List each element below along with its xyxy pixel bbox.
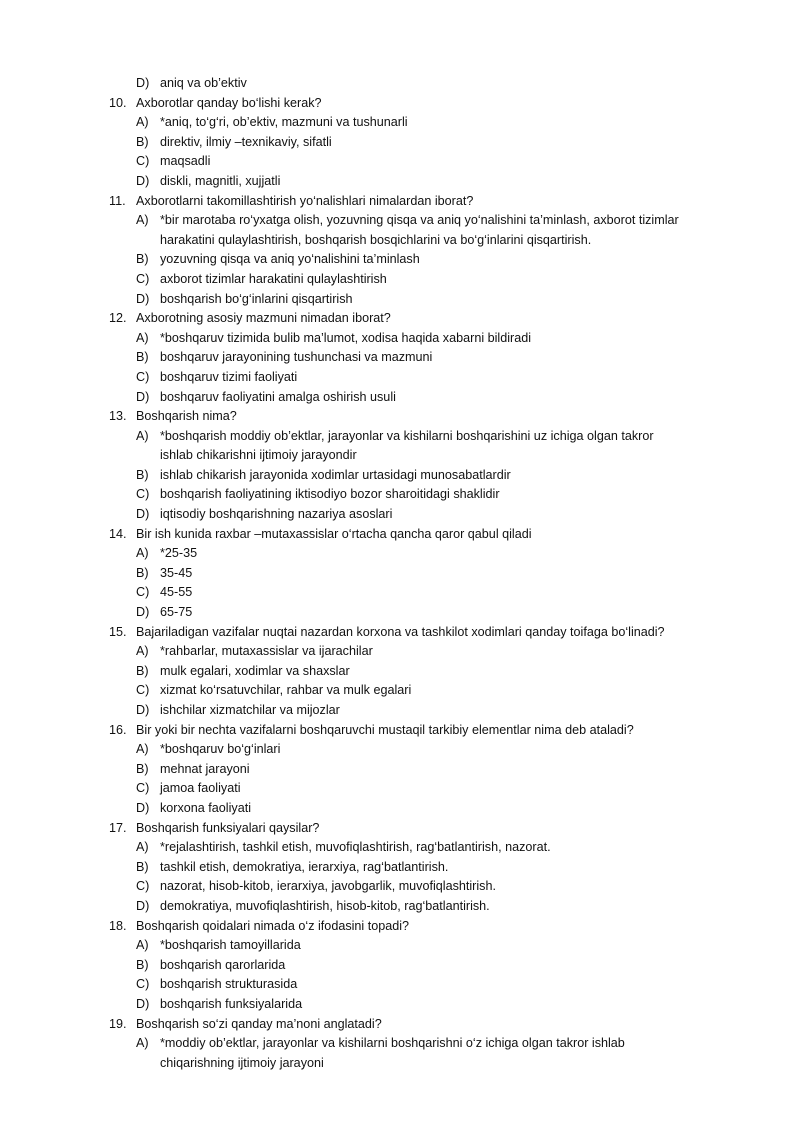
question-number: 12. [109, 311, 127, 326]
answer-option [0, 760, 800, 780]
option-text: ishlab chikarishni ijtimoiy jarayondir [160, 448, 357, 463]
answer-option [0, 133, 800, 153]
question-number: 16. [109, 722, 127, 737]
option-letter: D) [136, 996, 150, 1011]
option-text: boshqaruv jarayonining tushunchasi va mazmuni [160, 350, 433, 365]
answer-option [0, 975, 800, 995]
option-text: *boshqarish tamoyillarida [160, 938, 301, 953]
option-text: ishlab chikarish jarayonida xodimlar urtasidagi munosabatlardir [160, 467, 511, 482]
question-number: 13. [109, 409, 127, 424]
option-letter: B) [136, 134, 149, 149]
option-letter: A) [136, 938, 149, 953]
question-number: 15. [109, 624, 127, 639]
option-letter: C) [136, 271, 150, 286]
question-line [0, 525, 800, 545]
option-text: boshqarish faoliyatining iktisodiyo bozor sharoitidagi shaklidir [160, 487, 500, 502]
option-letter: B) [136, 467, 149, 482]
answer-option [0, 290, 800, 310]
option-text: tashkil etish, demokratiya, ierarxiya, rag‘batlantirish. [160, 859, 449, 874]
option-text: maqsadli [160, 154, 211, 169]
answer-option [0, 897, 800, 917]
option-letter: B) [136, 663, 149, 678]
option-letter: D) [136, 605, 150, 620]
option-text: *boshqaruv bo‘g‘inlari [160, 742, 281, 757]
answer-option [0, 250, 800, 270]
question-number: 14. [109, 526, 127, 541]
option-text: axborot tizimlar harakatini qulaylashtirish [160, 271, 387, 286]
option-letter: B) [136, 957, 149, 972]
option-letter: A) [136, 546, 149, 561]
option-text: *bir marotaba ro‘yxatga olish, yozuvning qisqa va aniq yo‘nalishini ta’minlash, axborot tizimlar [160, 213, 679, 228]
option-letter: D) [136, 173, 150, 188]
option-letter: D) [136, 76, 150, 90]
option-letter: B) [136, 859, 149, 874]
option-letter: C) [136, 683, 150, 698]
option-text: xizmat ko‘rsatuvchilar, rahbar va mulk egalari [160, 683, 412, 698]
option-text: boshqarish strukturasida [160, 977, 298, 992]
answer-option [0, 427, 800, 447]
option-text: *rejalashtirish, tashkil etish, muvofiqlashtirish, rag‘batlantirish, nazorat. [160, 840, 551, 855]
answer-option [0, 329, 800, 349]
option-text: *rahbarlar, mutaxassislar va ijarachilar [160, 644, 373, 659]
option-letter: C) [136, 585, 150, 600]
answer-option [0, 995, 800, 1015]
option-text: boshqaruv faoliyatini amalga oshirish usuli [160, 389, 396, 404]
question-text: Boshqarish so‘zi qanday ma’noni anglatadi? [136, 1016, 382, 1031]
option-continuation [0, 1054, 800, 1074]
answer-option [0, 877, 800, 897]
option-text: diskli, magnitli, xujjatli [160, 173, 281, 188]
option-letter: B) [136, 350, 149, 365]
option-text: nazorat, hisob-kitob, ierarxiya, javobgarlik, muvofiqlashtirish. [160, 879, 496, 894]
question-text: Boshqarish qoidalari nimada o‘z ifodasini topadi? [136, 918, 410, 933]
option-letter: A) [136, 428, 149, 443]
option-letter: D) [136, 703, 150, 717]
option-continuation [0, 446, 800, 466]
answer-option [0, 152, 800, 172]
option-text: boshqaruv tizimi faoliyati [160, 369, 298, 384]
question-line [0, 192, 800, 212]
option-continuation [0, 231, 800, 251]
answer-option [0, 936, 800, 956]
answer-option [0, 388, 800, 408]
question-text: Axborotlar qanday bo‘lishi kerak? [136, 95, 322, 110]
option-text: *boshqarish moddiy ob’ektlar, jarayonlar va kishilarni boshqarishini uz ichiga olgan takror [160, 428, 654, 443]
answer-option [0, 564, 800, 584]
question-line [0, 1015, 800, 1035]
question-number: 19. [109, 1016, 127, 1031]
option-text: direktiv, ilmiy –texnikaviy, sifatli [160, 134, 332, 149]
option-text: *25-35 [160, 546, 198, 561]
question-text: Axborotning asosiy mazmuni nimadan iborat? [136, 311, 391, 326]
answer-option [0, 485, 800, 505]
question-text: Boshqarish nima? [136, 409, 237, 424]
option-letter: D) [136, 507, 150, 522]
answer-option [0, 348, 800, 368]
option-letter: D) [136, 898, 150, 913]
option-text: boshqarish funksiyalarida [160, 996, 303, 1011]
answer-option [0, 1034, 800, 1054]
option-letter: B) [136, 565, 149, 580]
option-letter: A) [136, 330, 149, 345]
option-letter: A) [136, 1036, 149, 1051]
option-text: *moddiy ob’ektlar, jarayonlar va kishilarni boshqarishni o‘z ichiga olgan takror ishlab [160, 1036, 625, 1051]
option-letter: C) [136, 879, 150, 894]
answer-option [0, 172, 800, 192]
answer-option [0, 858, 800, 878]
answer-option [0, 799, 800, 819]
option-letter: B) [136, 761, 149, 776]
option-text: yozuvning qisqa va aniq yo‘nalishini ta’minlash [160, 252, 420, 267]
question-text: Axborotlarni takomillashtirish yo‘nalishlari nimalardan iborat? [136, 193, 474, 208]
question-number: 18. [109, 918, 127, 933]
question-number: 11. [109, 193, 126, 208]
answer-option [0, 211, 800, 231]
option-text: iqtisodiy boshqarishning nazariya asoslari [160, 507, 393, 522]
option-letter: C) [136, 154, 150, 169]
answer-option [0, 544, 800, 564]
option-text: mehnat jarayoni [160, 761, 250, 776]
option-text: 35-45 [160, 565, 193, 580]
option-letter: C) [136, 781, 150, 796]
question-text: Bajariladigan vazifalar nuqtai nazardan korxona va tashkilot xodimlari qanday toifaga bo‘linadi? [136, 624, 665, 639]
answer-option [0, 466, 800, 486]
option-text: boshqarish bo‘g‘inlarini qisqartirish [160, 291, 353, 306]
question-line [0, 917, 800, 937]
question-text: Bir ish kunida raxbar –mutaxassislar o‘rtacha qancha qaror qabul qiladi [136, 526, 532, 541]
answer-option [0, 505, 800, 525]
option-text: aniq va ob’ektiv [160, 76, 247, 90]
question-line [0, 721, 800, 741]
answer-option [0, 368, 800, 388]
question-line [0, 309, 800, 329]
option-letter: A) [136, 213, 149, 228]
option-letter: B) [136, 252, 149, 267]
option-text: harakatini qulaylashtirish, boshqarish bosqichlarini va bo‘g‘inlarini qisqartirish. [160, 232, 592, 247]
option-text: korxona faoliyati [160, 800, 252, 815]
answer-option [0, 113, 800, 133]
document-page [0, 74, 800, 1073]
question-line [0, 94, 800, 114]
answer-option [0, 701, 800, 721]
question-line [0, 819, 800, 839]
question-text: Boshqarish funksiyalari qaysilar? [136, 820, 320, 835]
answer-option [0, 740, 800, 760]
option-letter: A) [136, 644, 149, 659]
option-text: 45-55 [160, 585, 193, 600]
answer-option [0, 603, 800, 623]
option-text: chiqarishning ijtimoiy jarayoni [160, 1055, 324, 1070]
answer-option [0, 838, 800, 858]
option-text: boshqarish qarorlarida [160, 957, 286, 972]
answer-option [0, 270, 800, 290]
option-letter: D) [136, 389, 150, 404]
option-letter: A) [136, 115, 149, 130]
question-number: 10. [109, 95, 127, 110]
option-text: *boshqaruv tizimida bulib ma’lumot, xodisa haqida xabarni bildiradi [160, 330, 532, 345]
question-text: Bir yoki bir nechta vazifalarni boshqaruvchi mustaqil tarkibiy elementlar nima deb ataladi? [136, 722, 634, 737]
answer-option [0, 662, 800, 682]
option-letter: D) [136, 291, 150, 306]
option-text: ishchilar xizmatchilar va mijozlar [160, 703, 340, 717]
option-letter: A) [136, 742, 149, 757]
option-text: 65-75 [160, 605, 193, 620]
question-line [0, 407, 800, 427]
option-text: mulk egalari, xodimlar va shaxslar [160, 663, 350, 678]
option-text: *aniq, to‘g‘ri, ob’ektiv, mazmuni va tushunarli [160, 115, 408, 130]
option-letter: C) [136, 369, 150, 384]
option-letter: C) [136, 487, 150, 502]
answer-option [0, 642, 800, 662]
answer-option [0, 74, 800, 94]
option-letter: D) [136, 800, 150, 815]
option-text: demokratiya, muvofiqlashtirish, hisob-kitob, rag‘batlantirish. [160, 898, 490, 913]
option-text: jamoa faoliyati [160, 781, 241, 796]
question-line [0, 623, 800, 643]
answer-option [0, 956, 800, 976]
answer-option [0, 681, 800, 701]
option-letter: C) [136, 977, 150, 992]
option-letter: A) [136, 840, 149, 855]
answer-option [0, 583, 800, 603]
answer-option [0, 779, 800, 799]
question-number: 17. [109, 820, 127, 835]
